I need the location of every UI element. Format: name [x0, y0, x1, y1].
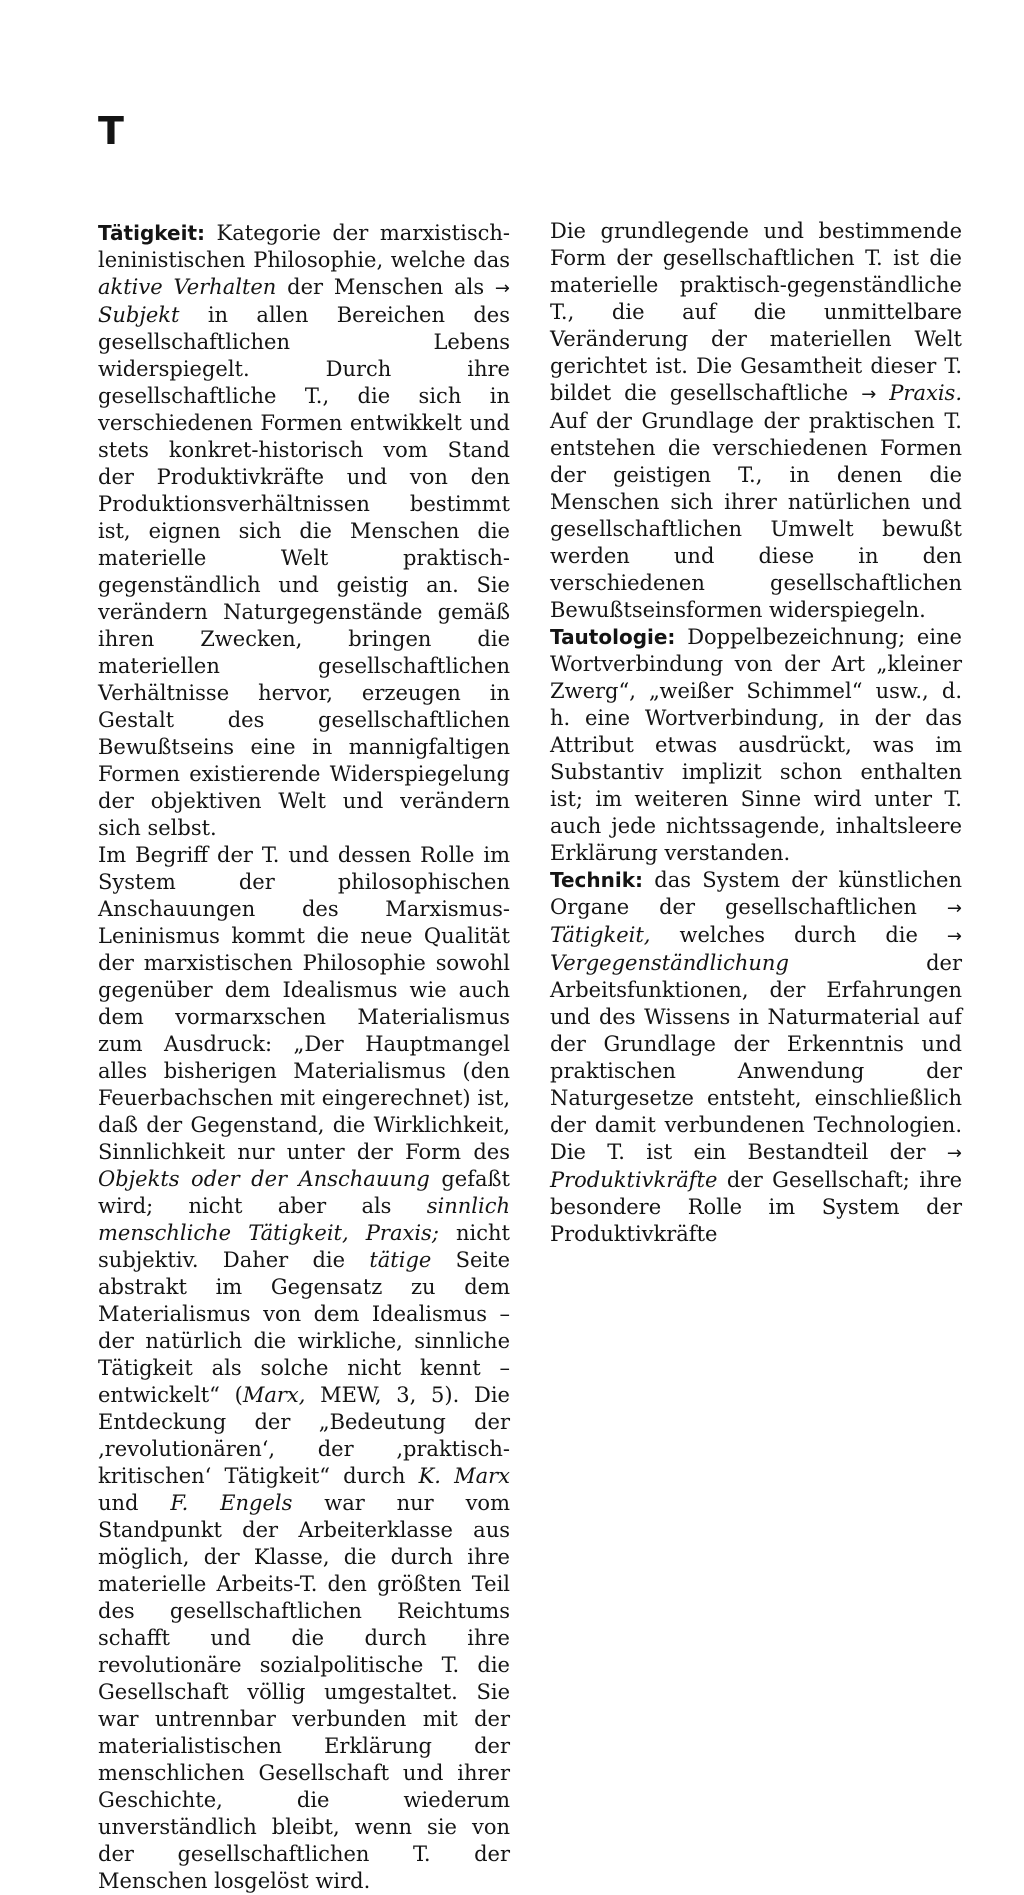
emphasis: sinnlich menschliche Tätigkeit, Praxis; [98, 1194, 510, 1245]
author-name: Marx, [242, 1383, 306, 1407]
text: und [98, 1491, 171, 1515]
cross-reference-arrow-icon: → [946, 1143, 962, 1164]
entry-taetigkeit-paragraph-3 [550, 218, 962, 624]
cross-reference-link[interactable]: Subjekt [98, 303, 180, 327]
column-left [98, 220, 510, 1895]
text: Kategorie der marxistisch-leninistischen Philosophie, welche das [98, 221, 510, 272]
emphasis: Objekts oder der Anschauung [98, 1167, 430, 1191]
text: welches durch die [650, 923, 947, 947]
text: das System der künstlichen Organe der gesellschaftlichen [550, 868, 962, 919]
emphasis: aktive Verhalten [98, 275, 277, 299]
entry-text: Doppelbezeichnung; eine Wortverbindung von der Art „kleiner Zwerg“, „weißer Schimmel“ usw., d. h. eine Wortverbindung, in der das Attribut etwas ausdrückt, was im Substantiv implizit schon enthalten ist; im weiteren Sinne wird unter T. auch jede nichtssagende, inhaltsleere Erklärung verstanden. [550, 625, 962, 865]
cross-reference-link[interactable]: Vergegenständlichung [550, 951, 789, 975]
page-letter-heading: T [98, 109, 124, 153]
text: Die grundlegende und bestimmende Form der gesellschaftlichen T. ist die materielle praktisch-gegenständliche T., die auf die unmittelbare Veränderung der materiellen Welt gerichtet ist. Die Gesamtheit dieser T. bildet die gesellschaftliche [550, 219, 962, 405]
entry-taetigkeit-paragraph-2 [98, 842, 510, 1895]
cross-reference-arrow-icon: → [946, 898, 962, 919]
cross-reference-link[interactable]: Produktivkräfte [550, 1168, 718, 1192]
text [876, 381, 889, 405]
text: MEW, 3, 5). Die Entdeckung der „Bedeutung der ‚revolutionären‘, der ‚praktisch-kritischen‘ Tätigkeit“ durch [98, 1383, 510, 1488]
text: Seite abstrakt im Gegensatz zu dem Materialismus von dem Idealismus – der natürlich die wirkliche, sinnliche Tätigkeit als solche nicht kennt – entwickelt“ ( [98, 1248, 511, 1407]
column-right [550, 218, 962, 1248]
text: der Menschen als [276, 275, 495, 299]
text: Im Begriff der T. und dessen Rolle im System der philosophischen Anschauungen des Marxismus-Leninismus kommt die neue Qualität der marxistischen Philosophie sowohl gegenüber dem Idealismus wie auch dem vormarxschen Materialismus zum Ausdruck: „Der Hauptmangel alles bisherigen Materialismus (den Feuerbachschen mit eingerechnet) ist, daß der Gegenstand, die Wirklichkeit, Sinnlichkeit nur unter der Form des [98, 843, 510, 1164]
text: Auf der Grundlage der praktischen T. entstehen die verschiedenen Formen der geistigen T., in denen die Menschen sich ihrer natürlichen und gesellschaftlichen Umwelt bewußt werden und diese in den verschiedenen gesellschaftlichen Bewußtseinsformen widerspiegeln. [550, 409, 962, 622]
entry-head-taetigkeit: Tätigkeit: [98, 221, 206, 245]
cross-reference-arrow-icon: → [494, 278, 510, 299]
text: in allen Bereichen des gesellschaftlichen Lebens widerspiegelt. Durch ihre gesellschaftliche T., die sich in verschiedenen Formen entwikkelt und stets konkret-historisch vom Stand der Produktivkräfte und von den Produktionsverhältnissen bestimmt ist, eignen sich die Menschen die materielle Welt praktisch-gegenständlich und geistig an. Sie verändern Naturgegenstände gemäß ihren Zwecken, bringen die materiellen gesellschaftlichen Verhältnisse hervor, erzeugen in Gestalt des gesellschaftlichen Bewußtseins eine in mannigfaltigen Formen existierende Widerspiegelung der objektiven Welt und verändern sich selbst. [98, 303, 510, 840]
entry-head-technik: Technik: [550, 868, 644, 892]
cross-reference-arrow-icon: → [861, 384, 877, 405]
entry-head-tautologie: Tautologie: [550, 625, 676, 649]
entry-taetigkeit-paragraph-1 [98, 220, 510, 842]
cross-reference-link[interactable]: Tätigkeit, [550, 923, 651, 947]
emphasis: tätige [369, 1248, 432, 1272]
author-name: F. Engels [170, 1491, 293, 1515]
text: nicht subjektiv. Daher die [98, 1221, 510, 1272]
cross-reference-link[interactable]: Praxis. [889, 381, 962, 405]
text: war nur vom Standpunkt der Arbeiterklasse aus möglich, der Klasse, die durch ihre materielle Arbeits-T. den größten Teil des gesellschaftlichen Reichtums schafft und die durch ihre revolutionäre sozialpolitische T. die Gesellschaft völlig umgestaltet. Sie war untrennbar verbunden mit der materialistischen Erklärung der menschlichen Gesellschaft und ihrer Geschichte, die wiederum unverständlich bleibt, wenn sie von der gesellschaftlichen T. der Menschen losgelöst wird. [98, 1491, 510, 1893]
entry-tautologie [550, 624, 962, 867]
text: der Arbeitsfunktionen, der Erfahrungen und des Wissens in Naturmaterial auf der Grundlage der Erkenntnis und praktischen Anwendung der Naturgesetze entsteht, einschließlich der damit verbundenen Technologien. Die T. ist ein Bestandteil der [550, 951, 962, 1164]
entry-technik [550, 867, 962, 1248]
text: gefaßt wird; nicht aber als [98, 1167, 510, 1218]
cross-reference-arrow-icon: → [946, 926, 962, 947]
text: der Gesellschaft; ihre besondere Rolle im System der Produktivkräfte [550, 1168, 962, 1246]
author-name: K. Marx [418, 1464, 510, 1488]
